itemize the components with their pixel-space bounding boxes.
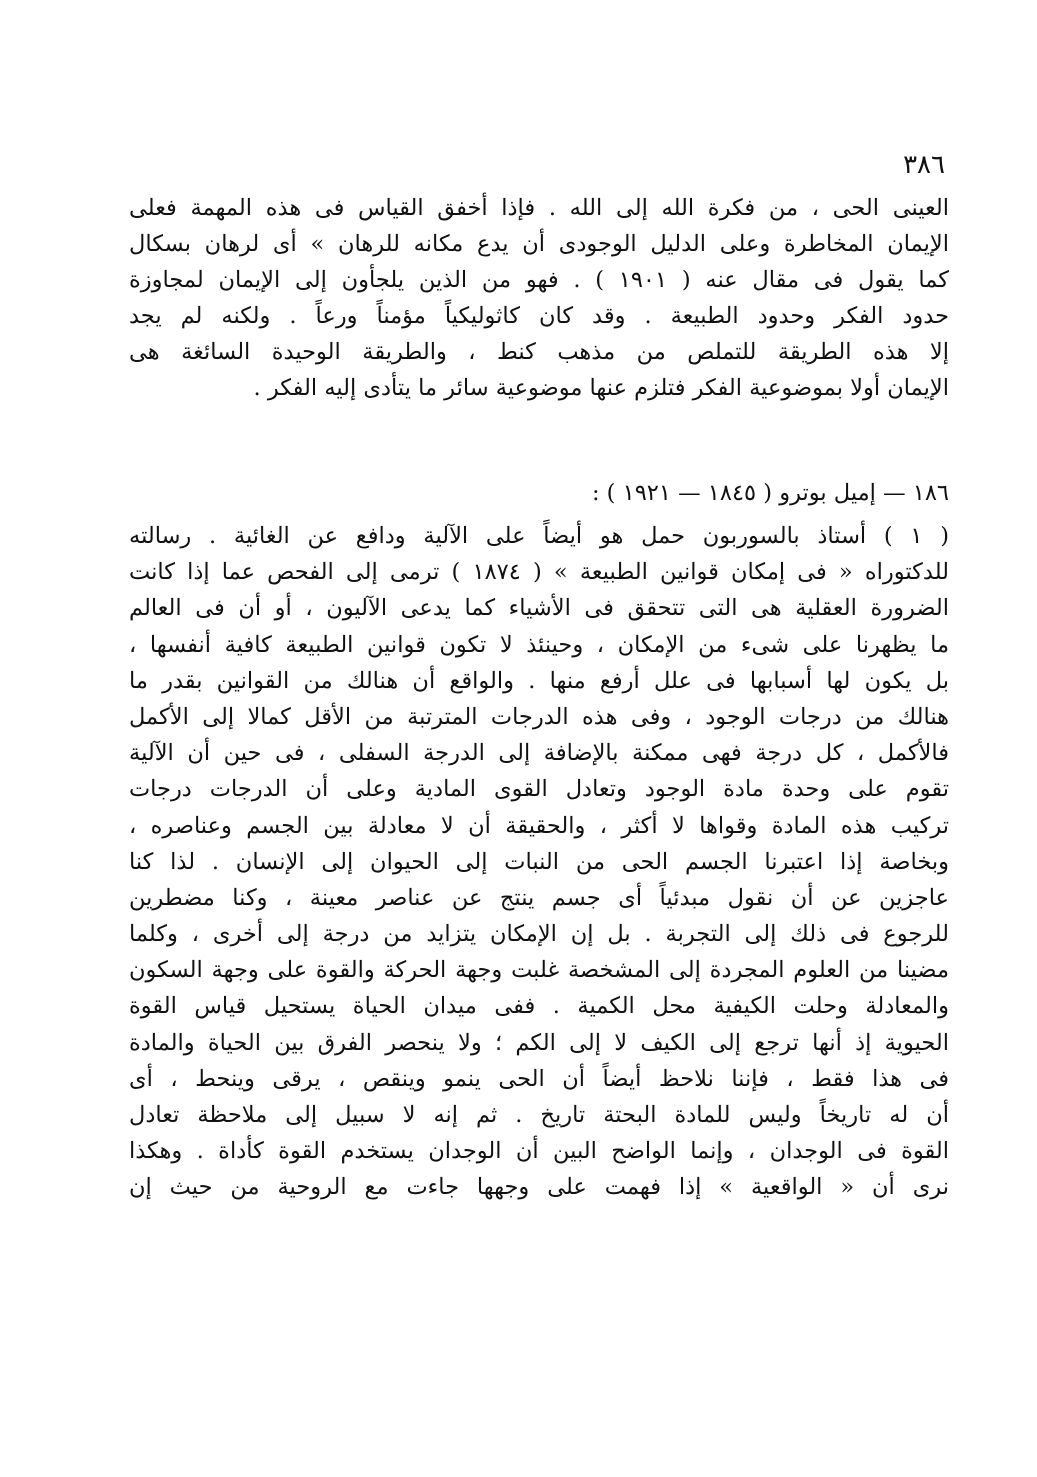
text-line: كما يقول فى مقال عنه ( ١٩٠١ ) . فهو من الذين يلجأون إلى الإيمان لمجاوزة (129, 267, 949, 293)
text-line: الإيمان أولا بموضوعية الفكر فتلزم عنها موضوعية سائر ما يتأدى إليه الفكر . (253, 375, 949, 401)
text-line: فى هذا فقط ، فإننا نلاحظ أيضاً أن الحى ينمو وينقص ، يرقى وينحط ، أى (129, 1065, 949, 1092)
paragraph-section-186 (129, 518, 949, 1206)
text-line: للدكتوراه « فى إمكان قوانين الطبيعة » ( ١٨٧٤ ) ترمى إلى الفحص عما إذا كانت (129, 559, 949, 586)
text-line: فالأكمل ، كل درجة فهى ممكنة بالإضافة إلى الدرجة السفلى ، فى حين أن الآلية (129, 740, 949, 767)
text-line: الإيمان المخاطرة وعلى الدليل الوجودى أن يدع مكانه للرهان » أى لرهان بسكال (129, 231, 949, 257)
text-line: إلا هذه الطريقة للتملص من مذهب كنط ، والطريقة الوحيدة السائغة هى (129, 339, 949, 365)
text-line: ( ١ ) أستاذ بالسوربون حمل هو أيضاً على الآلية ودافع عن الغائية . رسالته (129, 523, 949, 549)
text-line: ما يظهرنا على شىء من الإمكان ، وحينئذ لا تكون قوانين الطبيعة كافية أنفسها ، (129, 631, 949, 658)
text-line: عاجزين عن أن نقول مبدئياً أى جسم ينتج عن عناصر معينة ، وكنا مضطرين (129, 884, 949, 911)
text-line: تركيب هذه المادة وقواها لا أكثر ، والحقيقة أن لا معادلة بين الجسم وعناصره ، (129, 812, 949, 839)
page-number: ٣٨٦ (903, 150, 945, 180)
text-line: حدود الفكر وحدود الطبيعة . وقد كان كاثوليكياً مؤمناً ورعاً . ولكنه لم يجد (129, 303, 949, 329)
text-line: أن له تاريخاً وليس للمادة البحتة تاريخ . ثم إنه لا سبيل إلى ملاحظة تعادل (129, 1102, 949, 1128)
text-line: نرى أن « الواقعية » إذا فهمت على وجهها جاءت مع الروحية من حيث إن (129, 1174, 949, 1201)
text-line: بل يكون لها أسبابها فى علل أرفع منها . والواقع أن هنالك من القوانين بقدر ما (129, 667, 949, 694)
section-heading: ١٨٦ — إميل بوترو ( ١٨٤٥ — ١٩٢١ ) : (591, 480, 949, 506)
text-line: وبخاصة إذا اعتبرنا الجسم الحى من النبات إلى الحيوان إلى الإنسان . لذا كنا (129, 848, 949, 875)
text-line: مضينا من العلوم المجردة إلى المشخصة غلبت وجهة الحركة والقوة على وجهة السكون (129, 957, 949, 984)
paragraph-continued (129, 190, 949, 406)
text-line: الضرورة العقلية هى التى تتحقق فى الأشياء كما يدعى الآليون ، أو أن فى العالم (129, 595, 949, 622)
text-line: هنالك من درجات الوجود ، وفى هذه الدرجات المترتبة من الأقل كمالا إلى الأكمل (129, 703, 949, 730)
text-line: القوة فى الوجدان ، وإنما الواضح البين أن الوجدان يستخدم القوة كأداة . وهكذا (129, 1138, 949, 1165)
text-line: والمعادلة وحلت الكيفية محل الكمية . ففى ميدان الحياة يستحيل قياس القوة (129, 993, 949, 1020)
text-line: تقوم على وحدة مادة الوجود وتعادل القوى المادية وعلى أن الدرجات درجات (129, 776, 949, 803)
text-line: للرجوع فى ذلك إلى التجربة . بل إن الإمكان يتزايد من درجة إلى أخرى ، وكلما (129, 921, 949, 948)
text-line: العينى الحى ، من فكرة الله إلى الله . فإذا أخفق القياس فى هذه المهمة فعلى (129, 195, 949, 221)
text-line: الحيوية إذ أنها ترجع إلى الكيف لا إلى الكم ؛ ولا ينحصر الفرق بين الحياة والمادة (129, 1029, 949, 1056)
